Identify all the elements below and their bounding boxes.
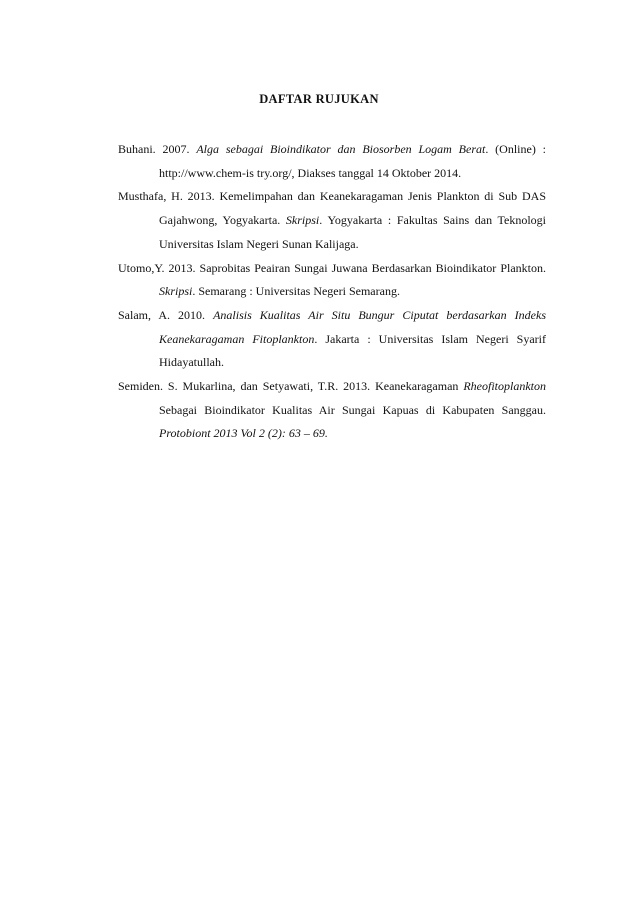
page-title: DAFTAR RUJUKAN bbox=[259, 92, 379, 106]
reference-item bbox=[118, 257, 546, 304]
reference-text: . Jakarta : Universitas Islam Negeri Syarif Hidayatullah. bbox=[159, 331, 546, 370]
reference-item bbox=[118, 375, 546, 446]
reference-title: Skripsi bbox=[285, 213, 320, 228]
reference-title: Analisis Kualitas Air Situ Bungur Ciputat berdasarkan Indeks Keanekaragaman Fitoplankton bbox=[159, 307, 546, 346]
reference-text: Utomo,Y. 2013. Saprobitas Peairan Sungai Juwana Berdasarkan Bioindikator Plankton. bbox=[118, 260, 546, 275]
reference-item bbox=[118, 185, 546, 256]
reference-item bbox=[118, 138, 546, 185]
reference-list bbox=[118, 138, 546, 446]
journal-title: Protobiont 2013 Vol 2 (2): 63 – 69. bbox=[159, 426, 328, 441]
reference-text: Buhani. 2007. bbox=[118, 142, 197, 156]
reference-item bbox=[118, 304, 546, 375]
reference-title: Rheofitoplankton bbox=[463, 379, 546, 394]
reference-title: Skripsi bbox=[159, 284, 193, 299]
reference-text: . (Online) : http://www.chem-is try.org/, Diakses tanggal 14 Oktober 2014. bbox=[159, 142, 546, 180]
reference-title: Alga sebagai Bioindikator dan Biosorben Logam Berat bbox=[196, 142, 486, 156]
reference-text: Musthafa, H. 2013. Kemelimpahan dan Keanekaragaman Jenis Plankton di Sub DAS Gajahwong, Yogyakarta. bbox=[118, 189, 546, 228]
reference-text: . Yogyakarta : Fakultas Sains dan Teknologi Universitas Islam Negeri Sunan Kalijaga. bbox=[159, 213, 546, 251]
reference-text: Semiden. S. Mukarlina, dan Setyawati, T.R. 2013. Keanekaragaman bbox=[118, 379, 464, 394]
reference-text: . Semarang : Universitas Negeri Semarang. bbox=[192, 284, 400, 299]
reference-text: Salam, A. 2010. bbox=[118, 307, 214, 322]
reference-text: Sebagai Bioindikator Kualitas Air Sungai Kapuas di Kabupaten Sanggau. bbox=[159, 402, 546, 417]
